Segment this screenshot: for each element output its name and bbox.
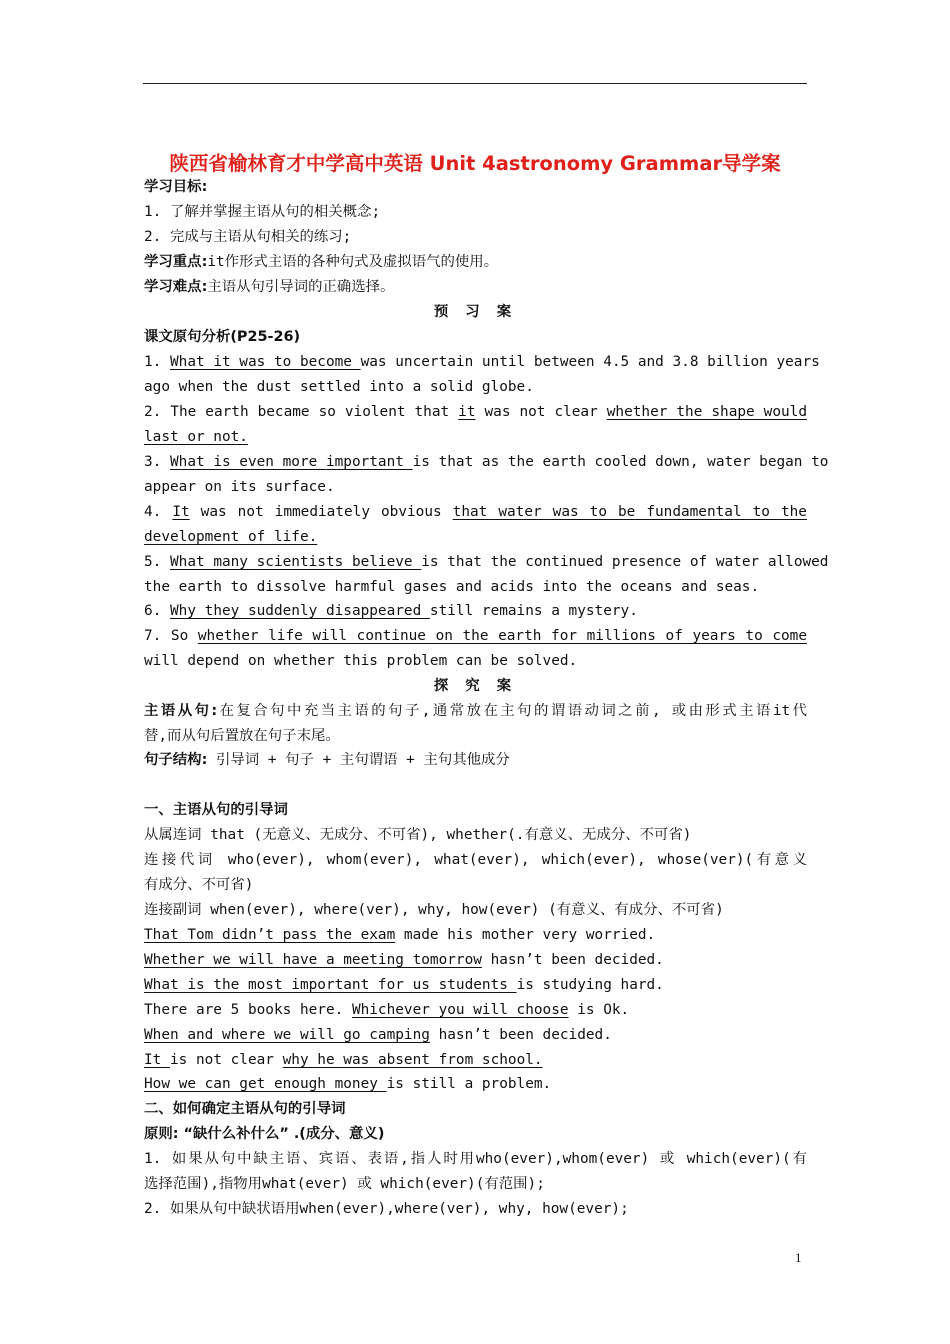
sentence-2-cont: last or not. xyxy=(144,429,248,445)
focus-label: 学习重点: xyxy=(144,254,208,270)
definition-line-2: 替,而从句后置放在句子末尾。 xyxy=(144,728,340,744)
sentence-6: 6. Why they suddenly disappeared still remains a mystery. xyxy=(144,603,638,619)
sentence-5: 5. What many scientists believe is that the continued presence of water allowed xyxy=(144,554,829,570)
example-2: Whether we will have a meeting tomorrow hasn’t been decided. xyxy=(144,952,664,968)
sentence-7: 7. So whether life will continue on the earth for millions of years to come xyxy=(144,628,808,644)
section-1-heading: 一、主语从句的引导词 xyxy=(144,802,288,818)
preview-heading: 预 习 案 xyxy=(433,304,518,320)
sentence-5-clause: What many scientists believe xyxy=(170,554,422,570)
header-rule xyxy=(143,83,807,84)
sentence-6-clause: Why they suddenly disappeared xyxy=(170,603,430,619)
focus-line xyxy=(144,252,807,272)
sentence-4-it: It xyxy=(172,504,190,520)
difficulty-line xyxy=(144,277,807,297)
sentence-1-clause: What it was to become xyxy=(170,354,361,370)
definition-label: 主语从句: xyxy=(144,703,218,719)
structure-line: 句子结构: 引导词 + 句子 + 主句谓语 + 主句其他成分 xyxy=(144,752,510,768)
sentence-4: 4. It was not immediately obvious that water was to be fundamental to the xyxy=(144,504,807,520)
sentence-7-cont: will depend on whether this problem can be solved. xyxy=(144,653,578,669)
difficulty-label: 学习难点: xyxy=(144,279,208,295)
analysis-heading: 课文原句分析(P25-26) xyxy=(144,329,301,345)
example-4: There are 5 books here. Whichever you will choose is Ok. xyxy=(144,1002,630,1018)
principle-line: 原则: “缺什么补什么” .(成分、意义) xyxy=(144,1126,385,1142)
rule-2-line-1: 2. 如果从句中缺状语用when(ever),where(ver), why, how(ever); xyxy=(144,1201,629,1217)
page-number: 1 xyxy=(795,1250,802,1265)
sentence-3: 3. What is even more important is that as the earth cooled down, water began to xyxy=(144,454,829,470)
sentence-3-cont: appear on its surface. xyxy=(144,479,335,495)
rule-1-line-2: 选择范围),指物用what(ever) 或 which(ever)(有范围); xyxy=(144,1176,545,1192)
sentence-7-clause: whether life will continue on the earth for millions of years to come xyxy=(197,628,808,644)
example-7: How we can get enough money is still a problem. xyxy=(144,1076,552,1092)
objective-2: 2. 完成与主语从句相关的练习; xyxy=(144,229,352,245)
example-1: That Tom didn’t pass the exam made his mother very worried. xyxy=(144,927,656,943)
section-2-heading: 二、如何确定主语从句的引导词 xyxy=(144,1101,346,1117)
objective-1: 1. 了解并掌握主语从句的相关概念; xyxy=(144,204,381,220)
sentence-4-clause: that water was to be fundamental to the xyxy=(452,504,807,520)
sentence-4-cont: development of life. xyxy=(144,529,318,545)
sentence-2-it: it xyxy=(458,404,476,420)
rule-1-line-1: 1. 如果从句中缺主语、宾语、表语,指人时用who(ever),whom(ever) 或 which(ever)(有 xyxy=(144,1151,807,1167)
pronoun-line-1: 连接代词 who(ever), whom(ever), what(ever), which(ever), whose(ver)(有意义 xyxy=(144,852,807,868)
pronoun-line-2: 有成分、不可省) xyxy=(144,877,254,893)
difficulty-text: 主语从句引导词的正确选择。 xyxy=(207,279,395,295)
document-title: 陕西省榆林育才中学高中英语 Unit 4astronomy Grammar导学案 xyxy=(169,152,781,175)
sentence-2-clause: whether the shape would xyxy=(606,404,807,420)
adverb-line: 连接副词 when(ever), where(ver), why, how(ever) (有意义、有成分、不可省) xyxy=(144,902,724,918)
explore-heading: 探 究 案 xyxy=(433,678,518,694)
example-3: What is the most important for us students is studying hard. xyxy=(144,977,664,993)
conjunction-line: 从属连词 that (无意义、无成分、不可省), whether(.有意义、无成分、不可省) xyxy=(144,827,692,843)
sentence-1: 1. What it was to become was uncertain until between 4.5 and 3.8 billion years xyxy=(144,354,820,370)
example-5: When and where we will go camping hasn’t been decided. xyxy=(144,1027,612,1043)
sentence-2: 2. The earth became so violent that it was not clear whether the shape would xyxy=(144,404,807,420)
structure-label: 句子结构: xyxy=(144,752,208,768)
sentence-1-cont: ago when the dust settled into a solid globe. xyxy=(144,379,534,395)
definition-line-1: 主语从句:在复合句中充当主语的句子,通常放在主句的谓语动词之前, 或由形式主语it代 xyxy=(144,703,807,719)
sentence-3-clause: What is even more important xyxy=(170,454,413,470)
sentence-5-cont: the earth to dissolve harmful gases and acids into the oceans and seas. xyxy=(144,579,760,595)
objectives-label: 学习目标: xyxy=(144,179,208,195)
focus-text: it作形式主语的各种句式及虚拟语气的使用。 xyxy=(207,254,499,270)
example-6: It is not clear why he was absent from school. xyxy=(144,1052,543,1068)
